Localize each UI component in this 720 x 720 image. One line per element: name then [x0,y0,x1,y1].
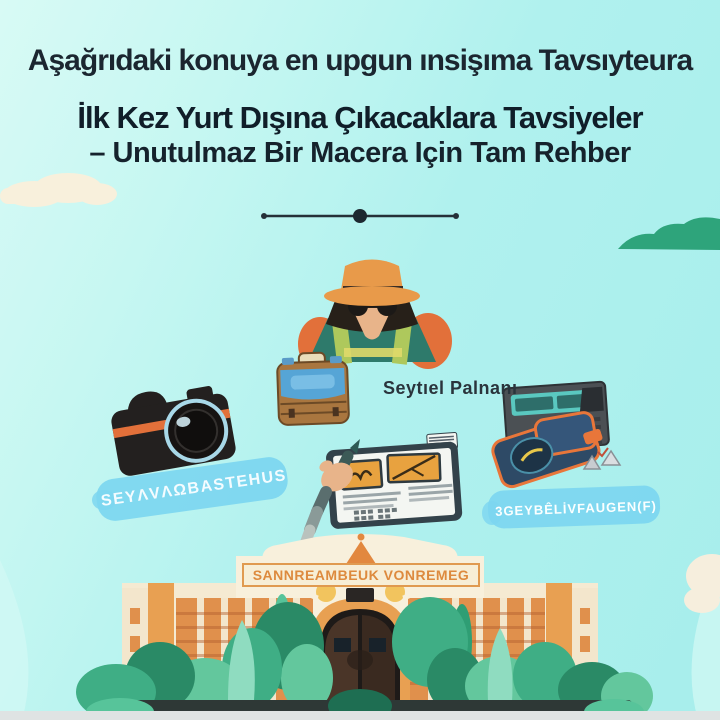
poster-title-line2: – Unutulmaz Bir Macera Için Tam Rehber [89,137,631,169]
hill-ridge-icon [618,217,720,250]
poster-title-line1: İlk Kez Yurt Dışına Çıkacaklara Tavsiyeler [77,100,643,135]
suitcase-icon [277,352,349,425]
wallet-sticker-label: 3GEYBÊLİVFAUGEN(F) [494,497,658,519]
cloud-left-icon [0,173,117,207]
camera-sticker-label: SEYΛVΛΩBASTEHUS [99,467,288,510]
prompt-text: Aşağrıdaki konuya en upgun ınsişıma Tavsıyteura [27,44,693,77]
building-sign-text: SANNREAMBEUK VONREMEG [252,567,470,583]
building-sign [242,563,480,587]
divider [260,206,460,226]
suitcase-label: Seytıel Palnanı [383,378,518,398]
camera-icon [107,378,237,477]
